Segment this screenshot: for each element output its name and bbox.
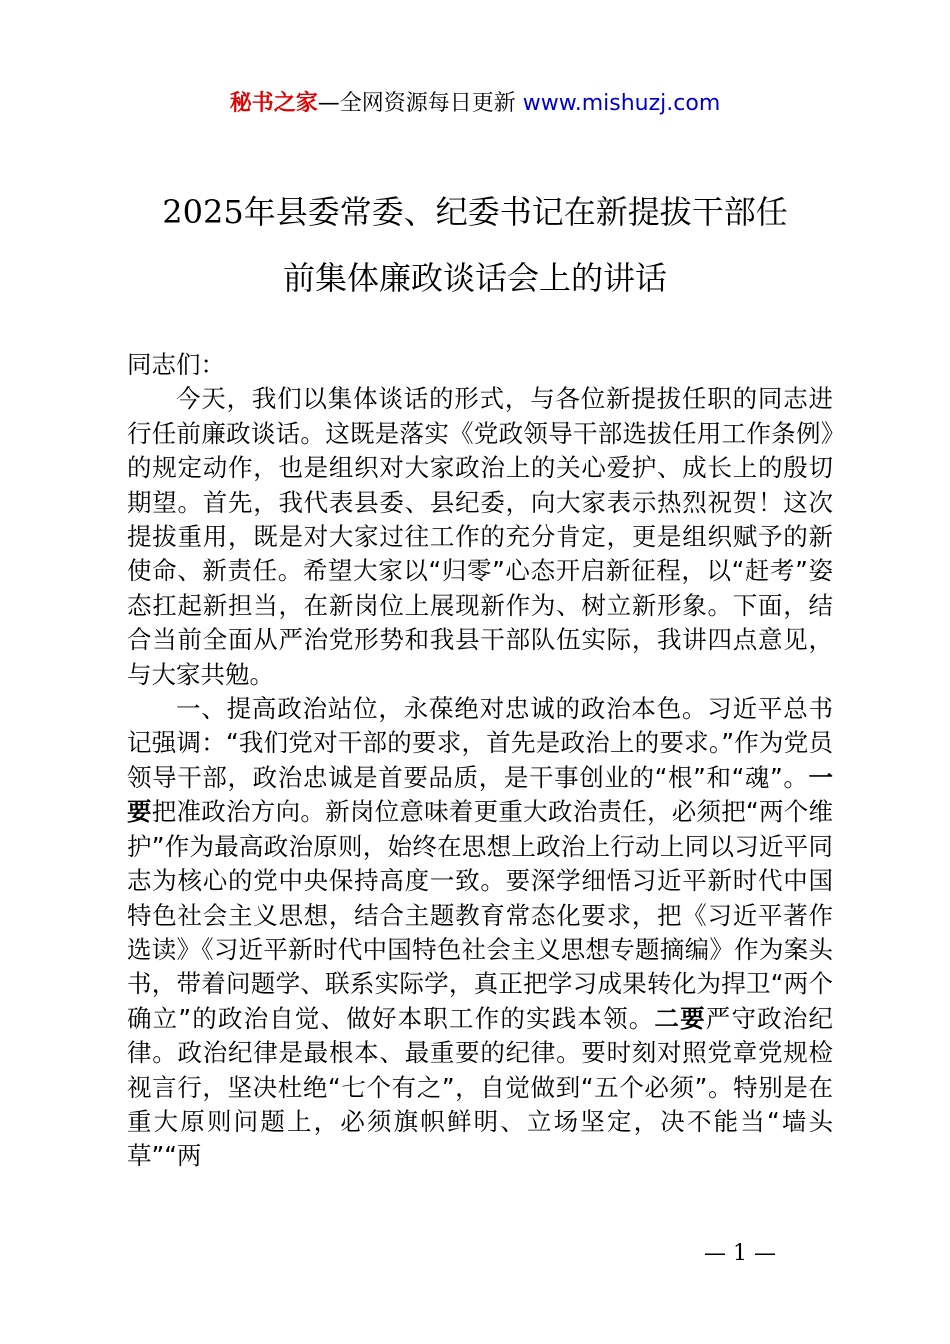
bold-keyword: 一要: [127, 762, 833, 827]
paragraph-section-one: [127, 692, 833, 1174]
paragraph-intro: 今天，我们以集体谈话的形式，与各位新提拔任职的同志进行任前廉政谈话。这既是落实《党政领导干部选拔任用工作条例》的规定动作，也是组织对大家政治上的关心爱护、成长上的殷切期望。首先，我代表县委、县纪委，向大家表示热烈祝贺！这次提拔重用，既是对大家过往工作的充分肯定，更是组织赋予的新使命、新责任。希望大家以“归零”心态开启新征程，以“赶考”姿态扛起新担当，在新岗位上展现新作为、树立新形象。下面，结合当前全面从严治党形势和我县干部队伍实际，我讲四点意见，与大家共勉。: [127, 384, 833, 689]
page-number: — 1 —: [704, 1241, 776, 1266]
site-url-link[interactable]: www.mishuzj.com: [522, 91, 721, 116]
site-brand: 秘书之家: [229, 91, 318, 116]
paragraph-text: 一、提高政治站位，永葆绝对忠诚的政治本色。习近平总书记强调：“我们党对干部的要求，首先是政治上的要求。”作为党员领导干部，政治忠诚是首要品质，是干事创业的“根”和“魂”。: [127, 694, 833, 792]
bold-keyword: 二要: [654, 1003, 706, 1033]
site-header: [0, 88, 950, 120]
site-slogan: —全网资源每日更新: [317, 91, 523, 116]
document-title-line-1: 2025年县委常委、纪委书记在新提拔干部任: [162, 193, 788, 231]
salutation: 同志们：: [127, 350, 225, 379]
document-body: [127, 348, 833, 1174]
paragraph-text: 严守政治纪律。政治纪律是最根本、最重要的纪律。要时刻对照党章党规检视言行，坚决杜绝“七个有之”，自觉做到“五个必须”。特别是在重大原则问题上，必须旗帜鲜明、立场坚定，决不能当“墙头草”“两: [127, 1003, 833, 1171]
paragraph-text: 把准政治方向。新岗位意味着更重大政治责任，必须把“两个维护”作为最高政治原则，始终在思想上政治上行动上同以习近平同志为核心的党中央保持高度一致。要深学细悟习近平新时代中国特色社会主义思想，结合主题教育常态化要求，把《习近平著作选读》《习近平新时代中国特色社会主义思想专题摘编》作为案头书，带着问题学、联系实际学，真正把学习成果转化为捍卫“两个确立”的政治自觉、做好本职工作的实践本领。: [127, 797, 833, 1033]
document-title-line-2: 前集体廉政谈话会上的讲话: [282, 259, 667, 297]
